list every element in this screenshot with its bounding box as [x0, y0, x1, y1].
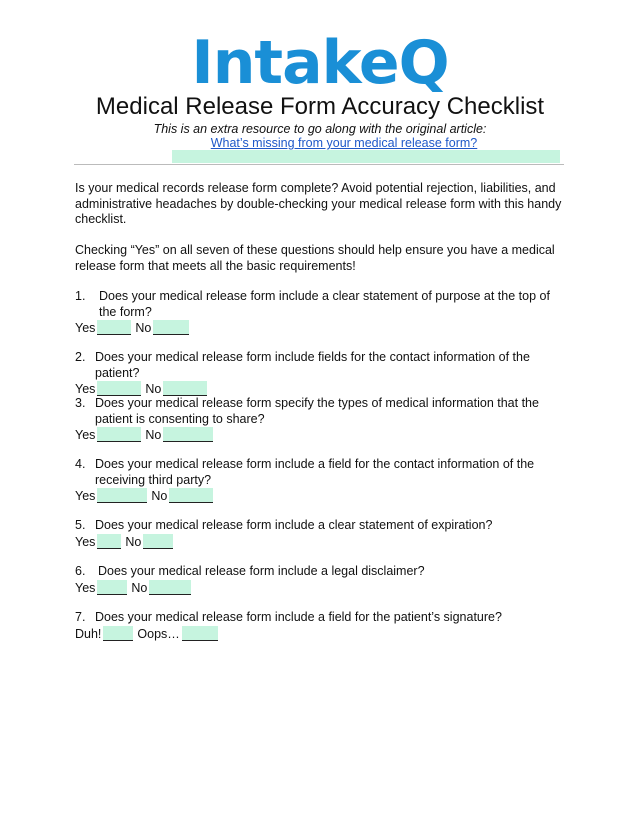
checklist-item — [75, 289, 565, 337]
option-label: No — [145, 382, 162, 396]
intakeq-logo: IntakeQ — [191, 28, 449, 98]
option-label: No — [135, 321, 152, 335]
article-link-row — [172, 136, 560, 163]
answer-blank[interactable] — [182, 626, 218, 641]
checklist-item — [75, 350, 565, 398]
answer-blank[interactable] — [97, 488, 147, 503]
option-label: Duh! — [75, 626, 102, 641]
answer-blank[interactable] — [169, 488, 213, 503]
answer-blank[interactable] — [97, 580, 127, 595]
item-question: Does your medical release form include a field for the contact information of the receiving third party? — [95, 457, 535, 487]
item-number: 4. — [75, 457, 86, 471]
item-question: Does your medical release form include a field for the patient’s signature? — [95, 610, 502, 624]
subtitle: This is an extra resource to go along with the original article: — [153, 122, 487, 136]
item-question: Does your medical release form specify the types of medical information that the patient is consenting to share? — [95, 396, 539, 426]
option-label: No — [151, 489, 168, 503]
item-number: 5. — [75, 518, 86, 532]
checklist-item — [75, 457, 565, 505]
option-label: Yes — [75, 489, 96, 503]
item-question: Does your medical release form include fields for the contact information of the patient? — [95, 350, 530, 380]
item-number: 2. — [75, 350, 86, 364]
option-label: Yes — [75, 382, 96, 396]
item-number: 3. — [75, 396, 86, 410]
item-question: Does your medical release form include a legal disclaimer? — [98, 564, 425, 578]
item-number: 1. — [75, 289, 86, 303]
answer-blank[interactable] — [103, 626, 133, 641]
intro-paragraph: Is your medical records release form complete? Avoid potential rejection, liabilities, and administrative headaches by double-checking your medical release form with this handy checklist. — [75, 181, 562, 226]
instruction-paragraph: Checking “Yes” on all seven of these questions should help ensure you have a medical release form that meets all the basic requirements! — [75, 243, 555, 273]
checklist-item — [75, 564, 565, 596]
checklist-item — [75, 396, 565, 444]
option-label: Yes — [75, 580, 96, 595]
answer-blank[interactable] — [153, 320, 189, 335]
answer-blank[interactable] — [97, 381, 141, 396]
answer-blank[interactable] — [143, 534, 173, 549]
answer-blank[interactable] — [97, 427, 141, 442]
divider — [74, 164, 564, 165]
option-label: No — [131, 580, 148, 595]
item-number: 6. — [75, 564, 86, 578]
option-label: Oops… — [137, 626, 180, 641]
link-highlight — [172, 150, 560, 163]
answer-blank[interactable] — [97, 320, 131, 335]
option-label: No — [125, 534, 142, 549]
item-question: Does your medical release form include a clear statement of expiration? — [95, 518, 493, 532]
answer-blank[interactable] — [163, 381, 207, 396]
answer-blank[interactable] — [97, 534, 121, 549]
item-number: 7. — [75, 610, 86, 624]
checklist-item — [75, 518, 565, 550]
option-label: Yes — [75, 534, 96, 549]
page-title: Medical Release Form Accuracy Checklist — [95, 93, 545, 120]
answer-blank[interactable] — [163, 427, 213, 442]
checklist-item — [75, 610, 565, 642]
option-label: Yes — [75, 321, 96, 335]
article-link[interactable]: What’s missing from your medical release form? — [210, 136, 478, 150]
option-label: No — [145, 428, 162, 442]
answer-blank[interactable] — [149, 580, 191, 595]
option-label: Yes — [75, 428, 96, 442]
item-question: Does your medical release form include a clear statement of purpose at the top of the form? — [99, 289, 550, 319]
